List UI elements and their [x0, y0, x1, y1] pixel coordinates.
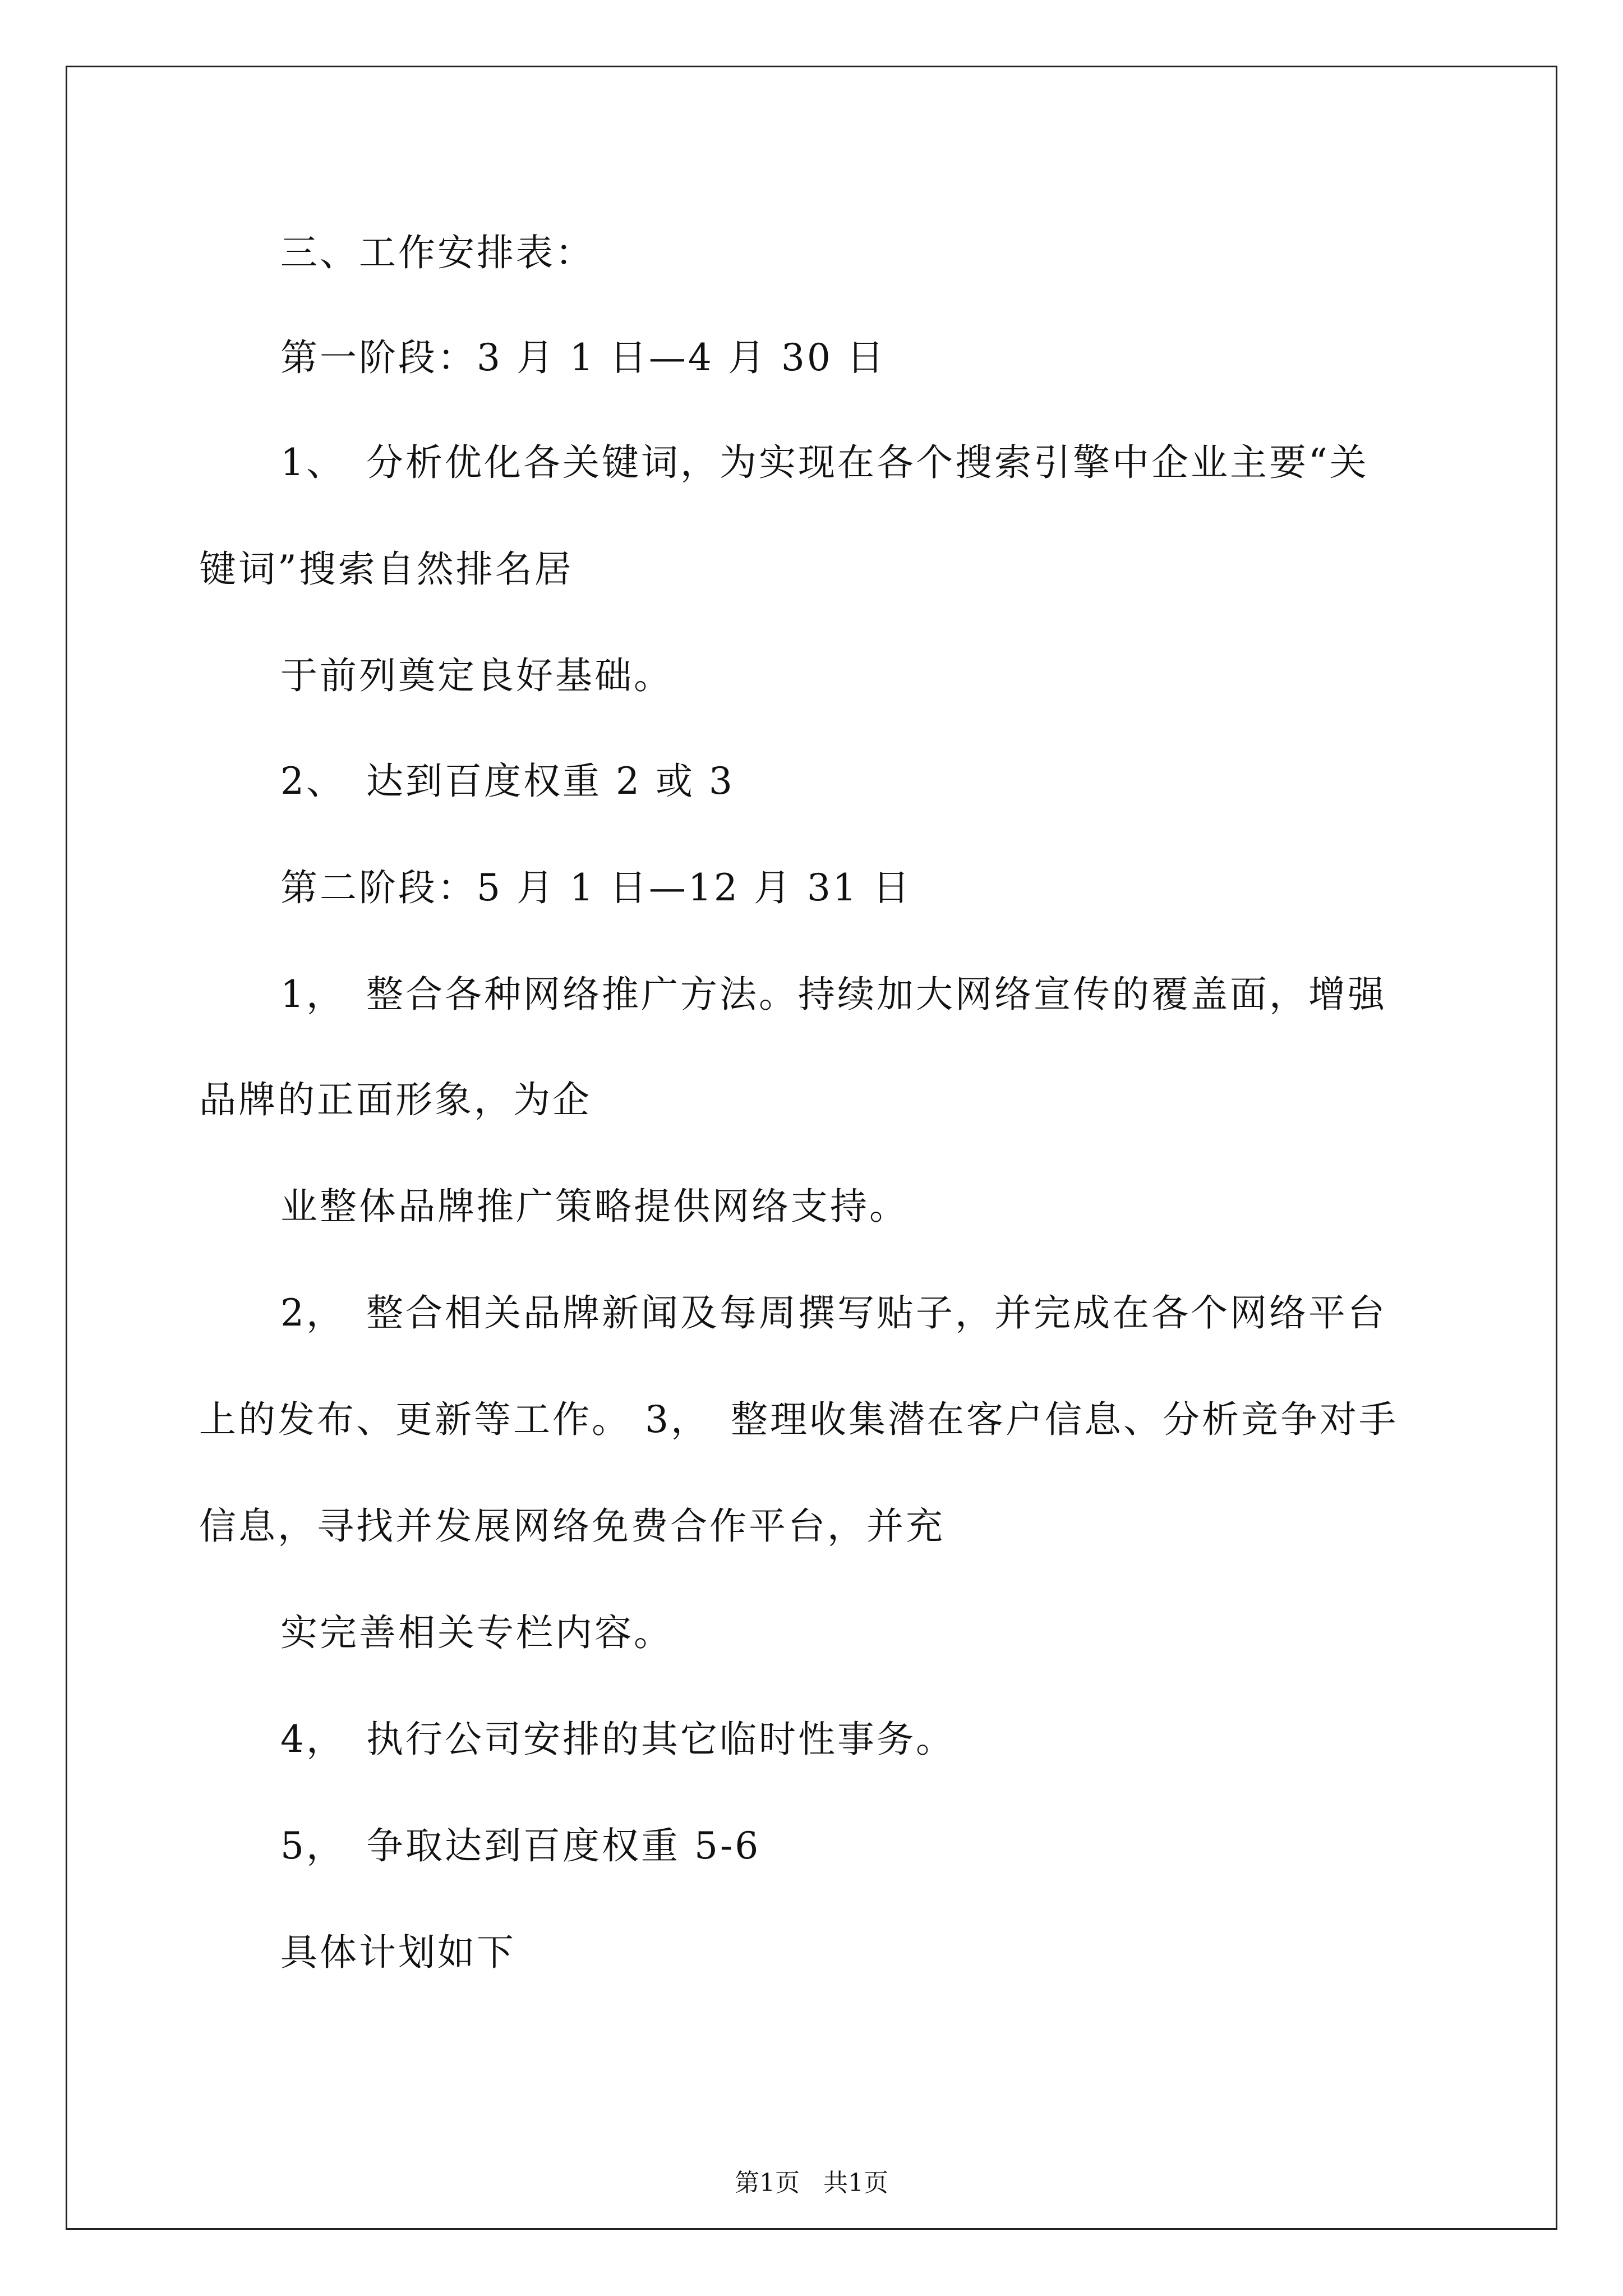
text-line: 4， 执行公司安排的其它临时性事务。	[280, 1718, 955, 1761]
text-line: 2、 达到百度权重 2 或 3	[280, 760, 735, 803]
page-border	[66, 66, 1557, 2230]
text-line: 5， 争取达到百度权重 5-6	[280, 1824, 761, 1867]
text-line: 1， 整合各种网络推广方法。持续加大网络宣传的覆盖面，增强	[280, 973, 1387, 1016]
phase-two-heading: 第二阶段：5 月 1 日—12 月 31 日	[280, 866, 912, 909]
text-line: 1、 分析优化各关键词，为实现在各个搜索引擎中企业主要“关	[280, 441, 1369, 484]
page-footer: 第1页 共1页	[735, 2169, 888, 2197]
text-line: 实完善相关专栏内容。	[280, 1611, 673, 1654]
text-line: 键词”搜索自然排名居	[199, 547, 574, 591]
text-line: 于前列奠定良好基础。	[280, 654, 673, 697]
phase-one-heading: 第一阶段：3 月 1 日—4 月 30 日	[280, 336, 886, 379]
text-line: 具体计划如下	[280, 1931, 516, 1974]
text-line: 业整体品牌推广策略提供网络支持。	[280, 1185, 909, 1228]
text-line: 2， 整合相关品牌新闻及每周撰写贴子，并完成在各个网络平台	[280, 1291, 1387, 1335]
text-line: 品牌的正面形象，为企	[199, 1078, 592, 1121]
section-heading: 三、工作安排表：	[280, 231, 594, 274]
text-line: 信息，寻找并发展网络免费合作平台，并充	[199, 1504, 945, 1548]
text-line: 上的发布、更新等工作。 3， 整理收集潜在客户信息、分析竞争对手	[199, 1398, 1398, 1441]
